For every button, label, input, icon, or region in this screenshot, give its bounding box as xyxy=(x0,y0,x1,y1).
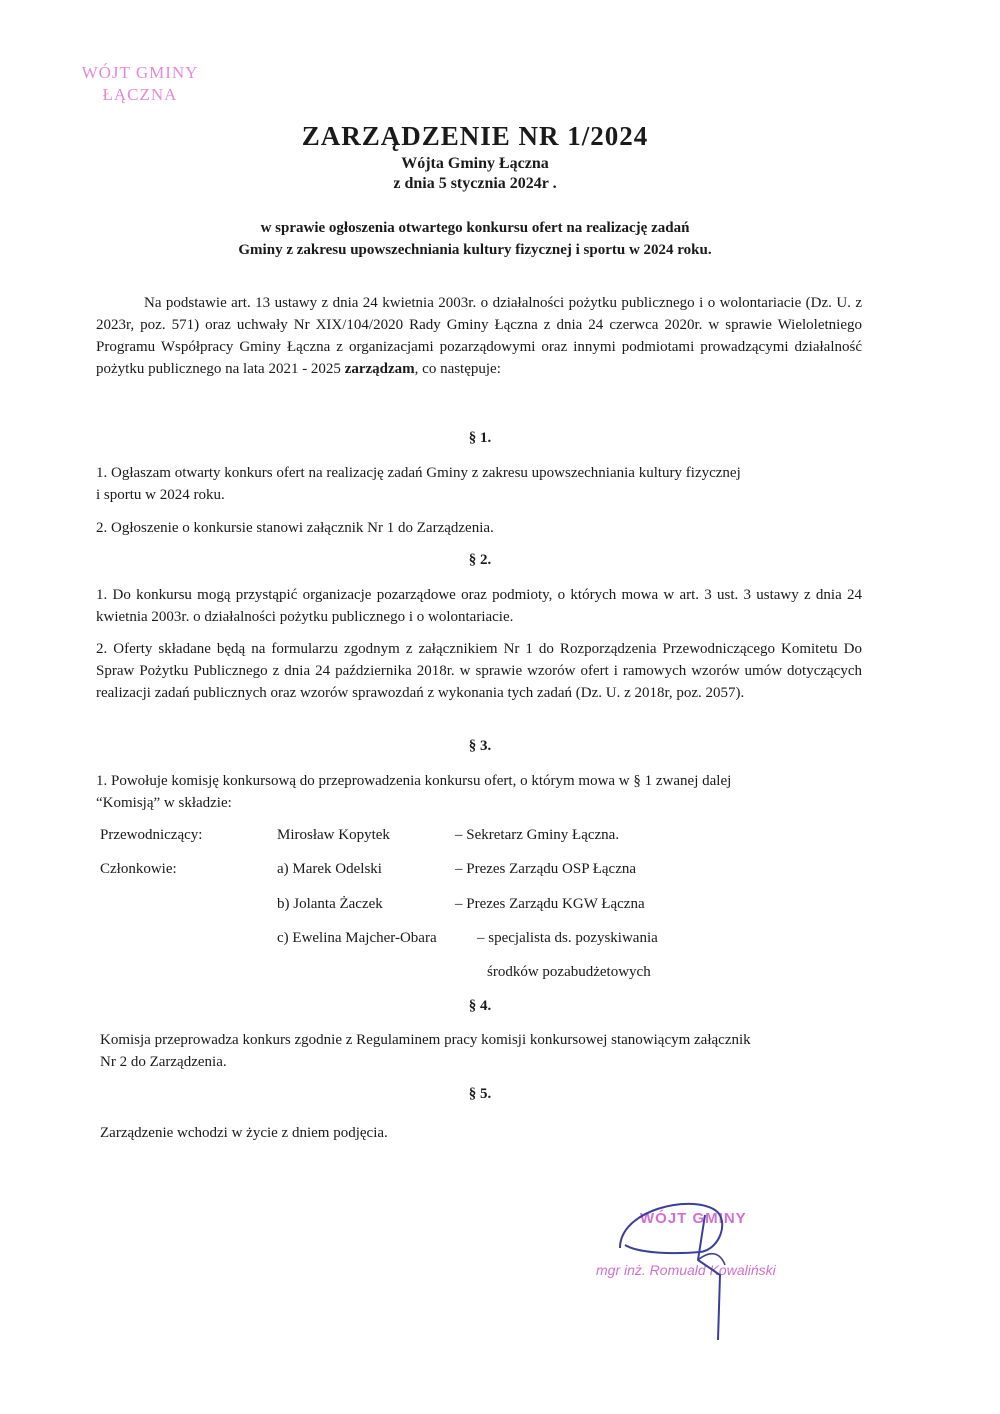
section-4-heading: § 4. xyxy=(468,998,492,1014)
section-1-paragraph-2: 2. Ogłoszenie o konkursie stanowi załącznik Nr 1 do Zarządzenia. xyxy=(96,520,494,536)
section-1-paragraph-1 xyxy=(96,462,862,506)
official-stamp-top xyxy=(60,62,220,106)
section-3-paragraph-1 xyxy=(96,770,862,814)
member-name: c) Ewelina Majcher-Obara xyxy=(277,930,437,946)
preamble xyxy=(96,292,862,380)
member-role: – Prezes Zarządu OSP Łączna xyxy=(455,861,637,877)
preamble-tail: , co następuje: xyxy=(414,361,501,377)
member-role: – Prezes Zarządu KGW Łączna xyxy=(455,896,645,912)
s1-p1-line-2: i sportu w 2024 roku. xyxy=(96,487,225,503)
signature-block xyxy=(580,1190,840,1350)
section-2-paragraph-2: 2. Oferty składane będą na formularzu zgodnym z załącznikiem Nr 1 do Rozporządzenia Przewodniczącego Komitetu Do Spraw Pożytku Publicznego z dnia 24 października 2018r. w sprawie wzorów ofert i ramowych wzorów umów dotyczących realizacji zadań publicznych oraz wzorów sprawozdań z wykonania tych zadań (Dz. U. z 2018r, poz. 2057). xyxy=(96,641,862,701)
document-date: z dnia 5 stycznia 2024r . xyxy=(393,175,557,192)
section-5-paragraph: Zarządzenie wchodzi w życie z dniem podjęcia. xyxy=(100,1125,388,1141)
s3-p1-line-1: 1. Powołuje komisję konkursową do przeprowadzenia konkursu ofert, o którym mowa w § 1 zwanej dalej xyxy=(96,773,732,789)
section-4-paragraph xyxy=(100,1029,866,1073)
handwritten-signature xyxy=(580,1190,840,1350)
document-subject xyxy=(0,217,950,261)
signature-stamp-title: WÓJT GMINY xyxy=(640,1210,747,1227)
s4-line-1: Komisja przeprowadza konkurs zgodnie z Regulaminem pracy komisji konkursowej stanowiącym załącznik xyxy=(100,1032,751,1048)
section-2-paragraph-1: 1. Do konkursu mogą przystąpić organizacje pozarządowe oraz podmioty, o których mowa w art. 3 ust. 3 ustawy z dnia 24 kwietnia 2003r. o działalności pożytku publicznego i o wolontariacie. xyxy=(96,587,862,625)
s1-p1-line-1: 1. Ogłaszam otwarty konkurs ofert na realizację zadań Gminy z zakresu upowszechniania kultury fizycznej xyxy=(96,465,741,481)
signature-stamp-name: mgr inż. Romuald Kowaliński xyxy=(596,1262,776,1278)
section-1-heading: § 1. xyxy=(468,430,492,446)
stamp-line-1: WÓJT GMINY xyxy=(81,63,199,82)
section-2-heading: § 2. xyxy=(468,552,492,568)
member-role: – specjalista ds. pozyskiwania xyxy=(477,930,658,946)
preamble-text: Na podstawie art. 13 ustawy z dnia 24 kwietnia 2003r. o działalności pożytku publicznego i o wolontariacie (Dz. U. z 2023r, poz. 571) oraz uchwały Nr XIX/104/2020 Rady Gminy Łączna z dnia 24 czerwca 2020r. w sprawie Wieloletniego Programu Współpracy Gminy Łączna z organizacjami pozarządowymi oraz innymi podmiotami prowadzącymi działalność pożytku publicznego na lata 2021 - 2025 xyxy=(96,295,862,377)
preamble-bold: zarządzam xyxy=(344,361,415,377)
stamp-line-2: ŁĄCZNA xyxy=(102,85,178,104)
subject-line-1: w sprawie ogłoszenia otwartego konkursu ofert na realizację zadań xyxy=(260,220,690,236)
s3-p1-line-2: “Komisją” w składzie: xyxy=(96,795,232,811)
member-name: b) Jolanta Żaczek xyxy=(277,896,383,912)
member-role-continuation: środków pozabudżetowych xyxy=(487,964,651,980)
document-header xyxy=(0,118,950,194)
section-5-heading: § 5. xyxy=(468,1086,492,1102)
members-label: Członkowie: xyxy=(100,861,177,877)
document-title: ZARZĄDZENIE NR 1/2024 xyxy=(301,121,649,151)
section-3-heading: § 3. xyxy=(468,738,492,754)
s4-line-2: Nr 2 do Zarządzenia. xyxy=(100,1054,227,1070)
member-name: a) Marek Odelski xyxy=(277,861,382,877)
chair-label: Przewodniczący: xyxy=(100,827,203,843)
subject-line-2: Gminy z zakresu upowszechniania kultury fizycznej i sportu w 2024 roku. xyxy=(238,242,712,258)
document-issuer: Wójta Gminy Łączna xyxy=(401,155,549,172)
chair-role: – Sekretarz Gminy Łączna. xyxy=(455,827,620,843)
chair-name: Mirosław Kopytek xyxy=(277,827,390,843)
